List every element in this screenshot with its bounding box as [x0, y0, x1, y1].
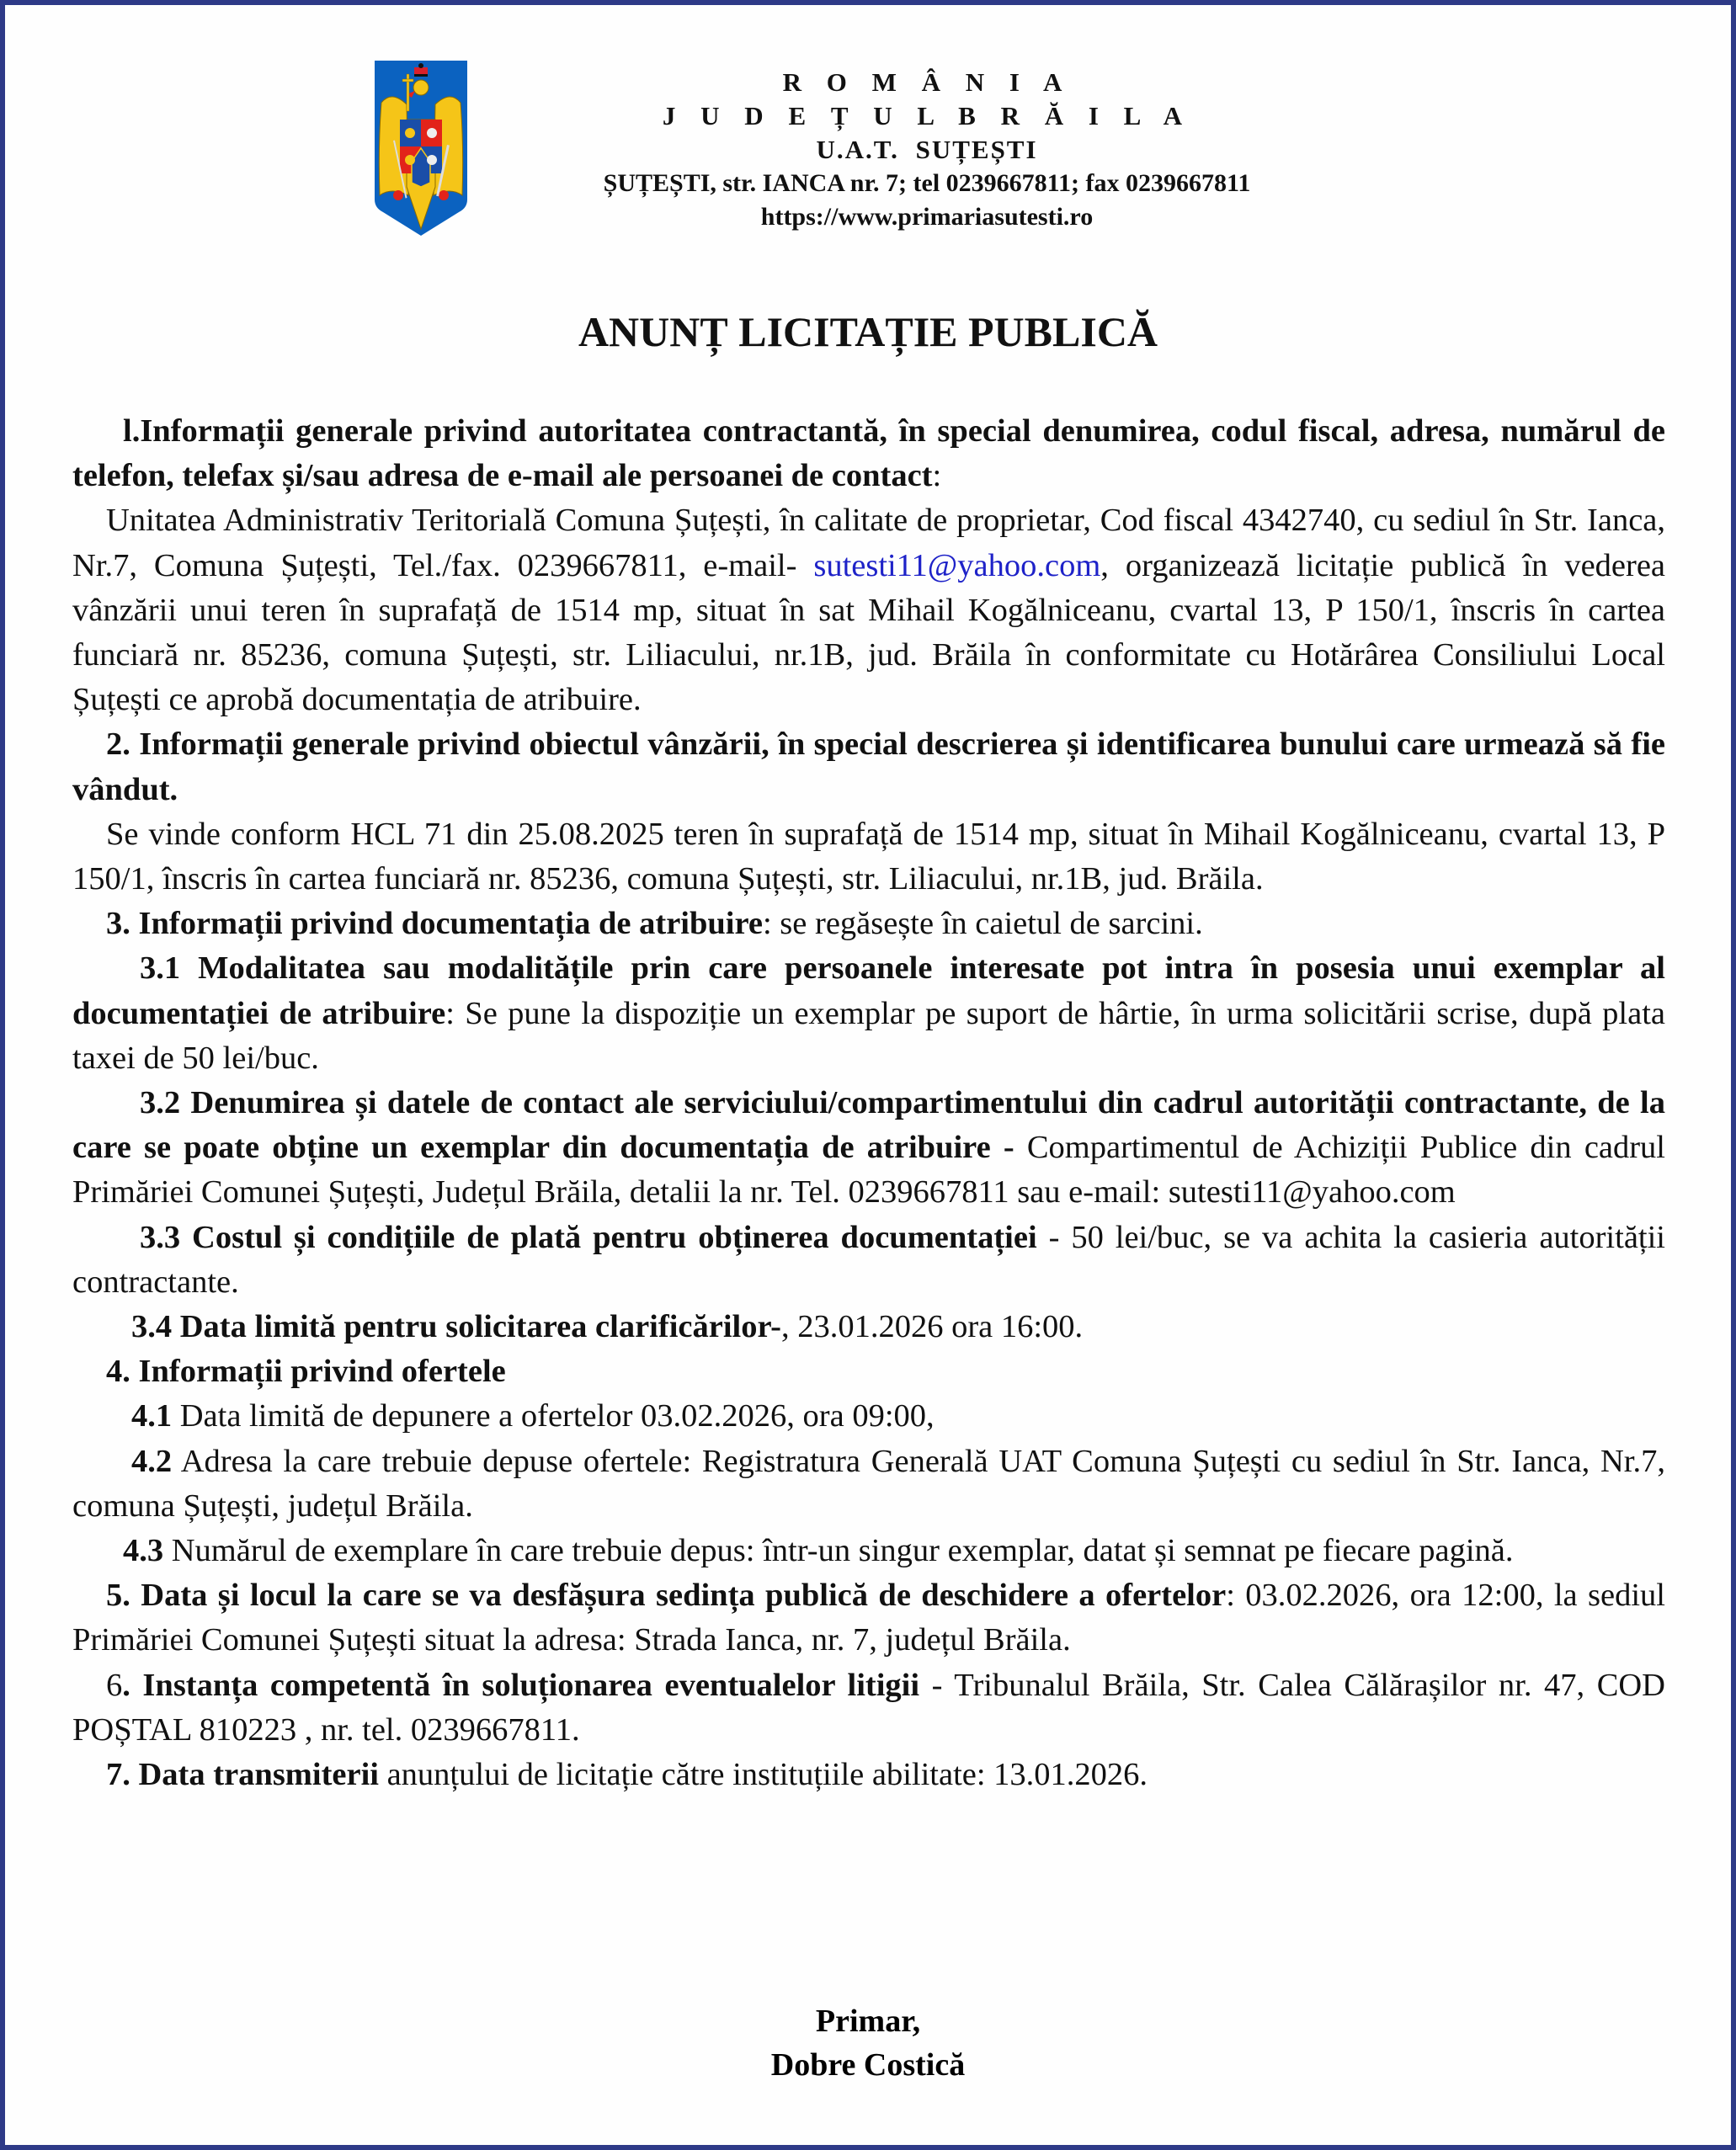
section-3: 3. Informații privind documentația de atribuire: se regăsește în caietul de sarcini. [106, 906, 1203, 942]
section-5-heading: 5. Data și locul la care se va desfășura sedința publică de deschidere a ofertelor [106, 1578, 1227, 1614]
section-4-3: 4.3 Numărul de exemplare în care trebuie depus: într-un singur exemplar, datat și semnat pe fiecare pagină. [123, 1533, 1514, 1569]
section-3-3-heading: 3.3 Costul și condițiile de plată pentru obținerea documentației [140, 1219, 1037, 1255]
section-1-text: Unitatea Administrativ Teritorială Comuna Șuțești, în calitate de proprietar, Cod fiscal 4342740, cu sediul în Str. Ianca, Nr.7, Comuna Șuțești, Tel./fax. 0239667811, e-mail- sutesti11@yahoo.com, organizează licitație publică în vederea vânzării unui teren în suprafață de 1514 mp, situat în sat Mihail Kogălniceanu, cvartal 13, P 150/1, înscris în cartea funciară nr. 85236, comuna Șuțești, str. Liliacului, nr.1B, jud. Brăila în conformitate cu Hotărârea Consiliului Local Șuțești ce aprobă documentația de atribuire. [72, 503, 1665, 718]
section-1: l.Informații generale privind autoritatea contractantă, în special denumirea, codul fiscal, adresa, numărul de telefon, telefax și/sau adresa de e-mail ale persoanei de contact: [72, 413, 1665, 494]
letterhead [0, 66, 1736, 234]
section-2-heading: 2. Informații generale privind obiectul vânzării, în special descrierea și identificarea bunului care urmează să fie vândut. [72, 726, 1665, 807]
section-7-heading: 7. Data transmiterii [106, 1757, 379, 1793]
section-3-4-heading: 3.4 Data limită pentru solicitarea clarificărilor- [131, 1309, 781, 1345]
header-website[interactable]: https://www.primariasutesti.ro [760, 203, 1094, 231]
section-4-2: 4.2 Adresa la care trebuie depuse ofertele: Registratura Generală UAT Comuna Șuțești cu sediul în Str. Ianca, Nr.7, comuna Șuțești, județul Brăila. [72, 1443, 1665, 1524]
header-county: J U D E Ț U L B R Ă I L A [662, 101, 1192, 130]
announcement-body [72, 409, 1665, 1797]
section-4 [72, 1349, 1665, 1394]
section-7: 7. Data transmiterii anunțului de licitație către instituțiile abilitate: 13.01.2026. [106, 1757, 1148, 1793]
section-3-1: 3.1 Modalitatea sau modalitățile prin care persoanele interesate pot intra în posesia unui exemplar al documentației de atribuire: Se pune la dispoziție un exemplar pe suport de hârtie, în urma solicitării scrise, după plata taxei de 50 lei/buc. [72, 950, 1665, 1076]
page-title: ANUNȚ LICITAȚIE PUBLICĂ [578, 308, 1158, 355]
section-3-1-heading: 3.1 Modalitatea sau modalitățile prin care persoanele interesate pot intra în posesia unui exemplar al documentației de atribuire [72, 950, 1665, 1031]
section-6-heading: . Instanța competentă în soluționarea eventualelor litigii [122, 1667, 920, 1703]
section-2-text: Se vinde conform HCL 71 din 25.08.2025 teren în suprafață de 1514 mp, situat în Mihail Kogălniceanu, cvartal 13, P 150/1, înscris în cartea funciară nr. 85236, comuna Șuțești, str. Liliacului, nr.1B, jud. Brăila. [72, 816, 1665, 897]
section-3-heading: 3. Informații privind documentația de atribuire [106, 906, 763, 942]
section-3-3: 3.3 Costul și condițiile de plată pentru obținerea documentației - 50 lei/buc, se va achita la casieria autorității contractante. [72, 1219, 1665, 1300]
section-4-heading: 4. Informații privind ofertele [106, 1354, 506, 1390]
section-6: 6. Instanța competentă în soluționarea eventualelor litigii - Tribunalul Brăila, Str. Calea Călărașilor nr. 47, COD POȘTAL 810223 , nr. tel. 0239667811. [72, 1667, 1665, 1748]
section-3-2: 3.2 Denumirea și datele de contact ale serviciului/compartimentului din cadrul autorității contractante, de la care se poate obține un exemplar din documentația de atribuire - Compartimentul de Achiziții Publice din cadrul Primăriei Comunei Șuțești, Județul Brăila, detalii la nr. Tel. 0239667811 sau e-mail: sutesti11@yahoo.com [72, 1085, 1666, 1211]
signature-name: Dobre Costică [770, 2047, 966, 2083]
section-4-1: 4.1 Data limită de depunere a ofertelor 03.02.2026, ora 09:00, [131, 1398, 935, 1434]
section-2 [72, 722, 1665, 812]
section-3-4: 3.4 Data limită pentru solicitarea clarificărilor-, 23.01.2026 ora 16:00. [131, 1309, 1084, 1345]
section-1-heading: l.Informații generale privind autoritatea contractantă, în special denumirea, codul fiscal, adresa, numărul de telefon, telefax și/sau adresa de e-mail ale persoanei de contact [72, 413, 1665, 494]
header-address: ȘUȚEȘTI, str. IANCA nr. 7; tel 0239667811; fax 0239667811 [603, 169, 1251, 197]
signature-block [0, 1999, 1736, 2087]
header-country: R O M Â N I A [782, 67, 1072, 97]
section-3-2-heading: 3.2 Denumirea și datele de contact ale serviciului/compartimentului din cadrul autorității contractante, de la care se poate obține un exemplar din documentația de atribuire - [72, 1085, 1665, 1166]
signature-role: Primar, [815, 2004, 921, 2039]
section-5: 5. Data și locul la care se va desfășura sedința publică de deschidere a ofertelor: 03.02.2026, ora 12:00, la sediul Primăriei Comunei Șuțești situat la adresa: Strada Ianca, nr. 7, județul Brăila. [72, 1578, 1665, 1658]
contact-email-link[interactable]: sutesti11@yahoo.com [813, 547, 1101, 583]
header-uat: U.A.T. SUȚEȘTI [816, 135, 1038, 164]
